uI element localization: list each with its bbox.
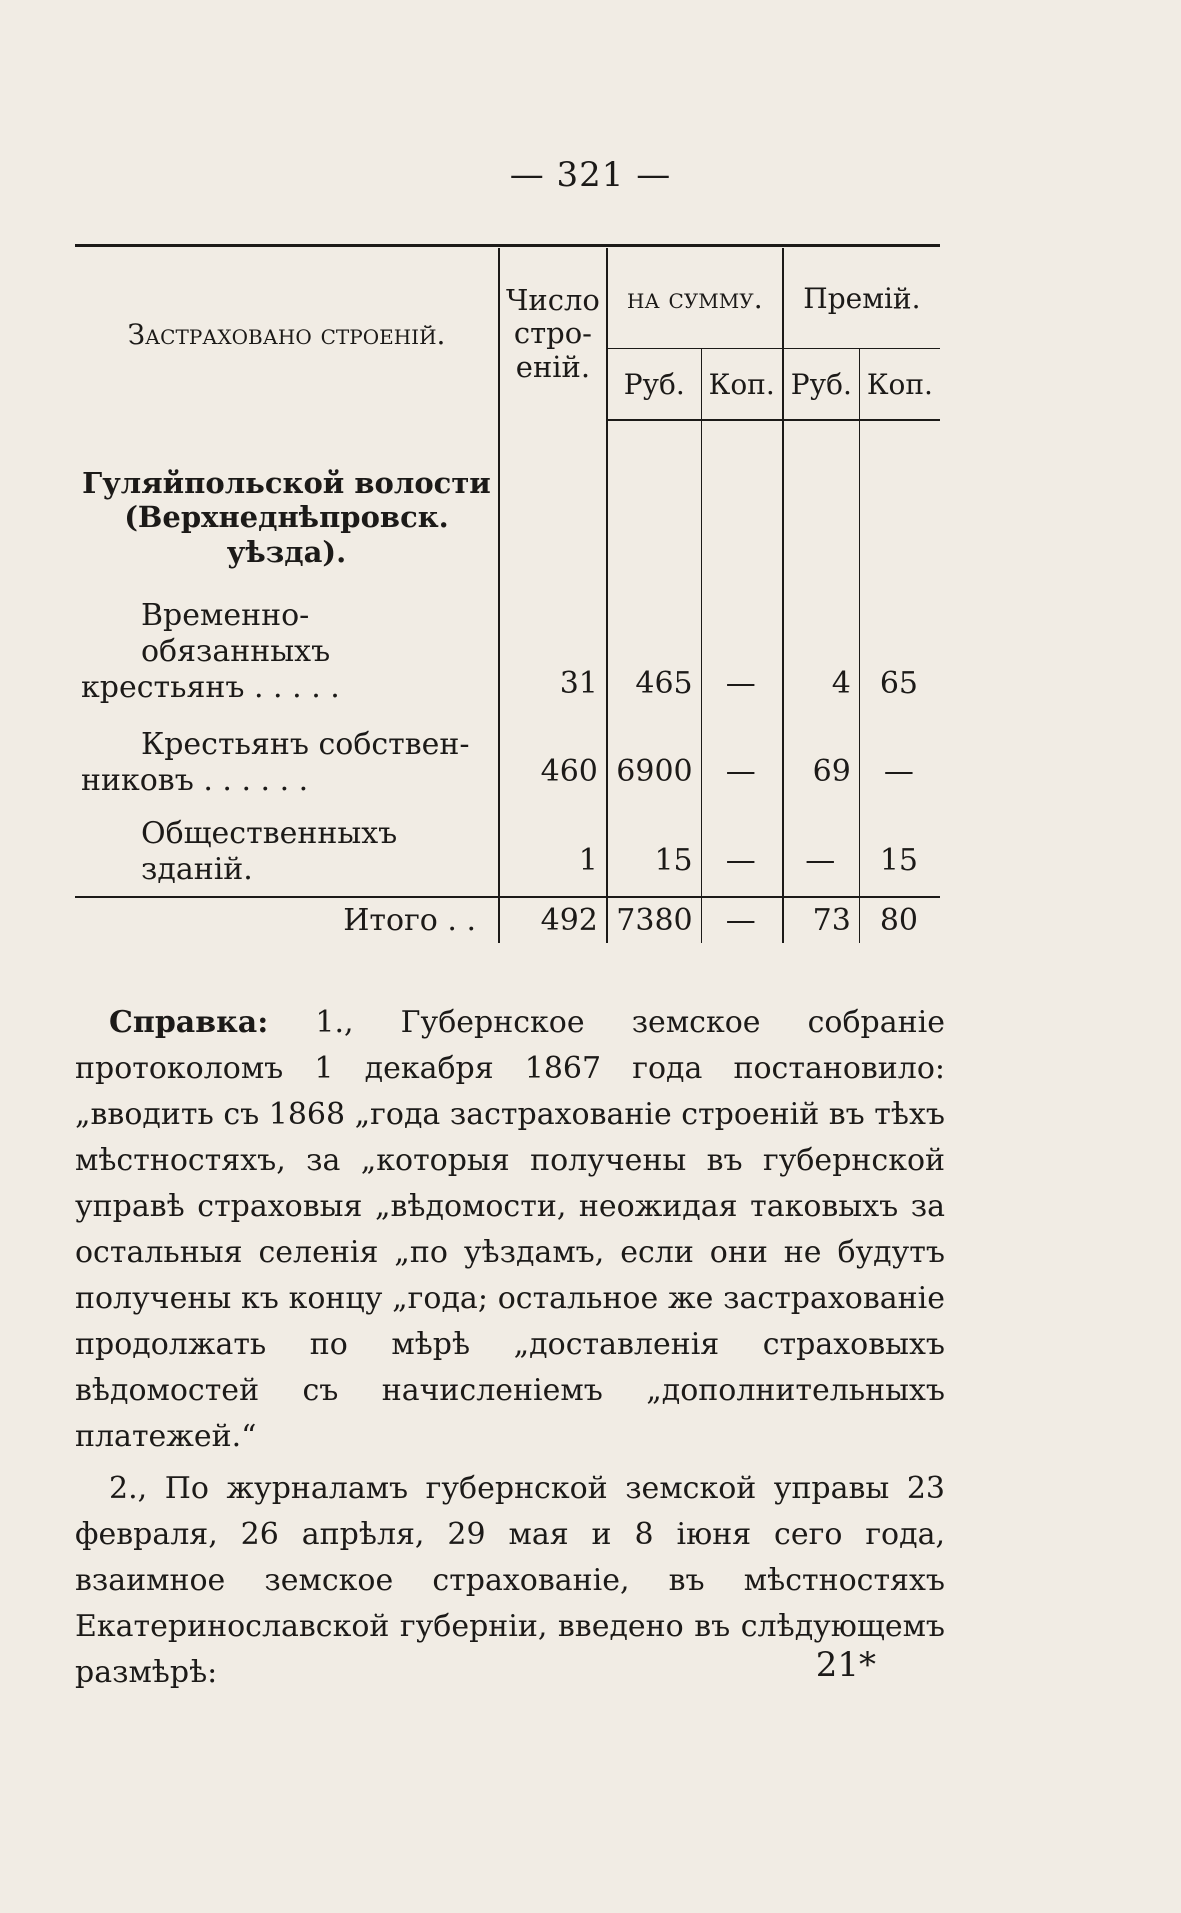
cell-count: 1 xyxy=(499,807,607,897)
header-insured: Застраховано строеній. xyxy=(75,248,499,420)
total-premium-rub: 73 xyxy=(783,897,860,943)
cell-rub: 6900 xyxy=(607,719,701,808)
cell-premium-kop: 65 xyxy=(879,665,918,701)
note-heading: Справка: xyxy=(109,1005,269,1040)
row-label xyxy=(75,807,499,897)
header-kop: Коп. xyxy=(701,349,783,421)
header-rub: Руб. xyxy=(607,349,701,421)
total-premium-kop: 80 xyxy=(859,897,940,943)
header-count-line3: еній. xyxy=(515,349,591,384)
table-top-rule xyxy=(75,244,940,247)
header-sum: на сумму. xyxy=(607,248,783,349)
cell-rub: 15 xyxy=(607,807,701,897)
page-number: — 321 — xyxy=(509,155,672,195)
cell-kop: — xyxy=(701,586,783,719)
cell-count: 31 xyxy=(499,586,607,719)
row-label-line2: никовъ . . . . . . xyxy=(81,763,309,799)
row-label xyxy=(75,586,499,719)
signature-mark: 21* xyxy=(815,1645,876,1685)
total-kop: — xyxy=(701,897,783,943)
cell-kop: — xyxy=(701,719,783,808)
header-count xyxy=(499,248,607,420)
total-label: Итого . . xyxy=(75,897,499,943)
header-premium: Премій. xyxy=(783,248,940,349)
cell-premium-rub: 69 xyxy=(783,719,860,808)
table-row xyxy=(75,719,940,808)
row-label-line1: Временно-обязанныхъ xyxy=(141,598,331,670)
section-row xyxy=(75,420,940,586)
cell-premium-kop: — xyxy=(883,754,914,790)
section-title-line2: (Верхнеднѣпровск. уѣзда). xyxy=(124,500,449,570)
cell-premium-kop: 15 xyxy=(879,843,918,879)
section-title xyxy=(75,420,499,586)
table-row xyxy=(75,807,940,897)
header-count-line2: стро- xyxy=(513,316,592,351)
cell-rub: 465 xyxy=(607,586,701,719)
header-premium-kop: Коп. xyxy=(859,349,940,421)
header-premium-rub: Руб. xyxy=(783,349,860,421)
note-paragraph-1 xyxy=(75,1000,945,1460)
row-label xyxy=(75,719,499,808)
note-section xyxy=(75,1000,945,1702)
note-paragraph-2: 2., По журналамъ губернской земской управы 23 февраля, 26 апрѣля, 29 мая и 8 іюня сего года, взаимное земское страхованіе, въ мѣстностяхъ Екатеринославской губерніи, введено въ слѣдующемъ размѣрѣ: xyxy=(75,1471,945,1690)
cell-premium-rub: 4 xyxy=(783,586,860,719)
cell-kop: — xyxy=(701,807,783,897)
row-label-line1: Крестьянъ собствен- xyxy=(141,727,470,763)
header-count-line1: Число xyxy=(506,282,600,317)
cell-premium-rub: — xyxy=(783,807,860,897)
row-label-line2: Общественныхъ зданій. xyxy=(141,815,398,887)
total-rub: 7380 xyxy=(607,897,701,943)
row-label-line2: крестьянъ . . . . . xyxy=(81,670,340,706)
total-row xyxy=(75,897,940,943)
insurance-table xyxy=(75,248,940,943)
cell-count: 460 xyxy=(499,719,607,808)
note-para1-text: 1., Губернское земское собраніе протоколомъ 1 декабря 1867 года постановило: „вводить съ 1868 „года застрахованіе строеній въ тѣхъ мѣстностяхъ, за „которыя получены въ губернской управѣ страховыя „вѣдомости, неожидая таковыхъ за остальныя селенія „по уѣздамъ, если они не будутъ получены къ концу „года; остальное же застрахованіе продолжать по мѣрѣ „доставленія страховыхъ вѣдомостей съ начисленіемъ „дополнительныхъ платежей.“ xyxy=(75,1005,945,1454)
table-header-row xyxy=(75,248,940,349)
table-row xyxy=(75,586,940,719)
total-count: 492 xyxy=(499,897,607,943)
section-title-line1: Гуляйпольской волости xyxy=(82,465,491,500)
